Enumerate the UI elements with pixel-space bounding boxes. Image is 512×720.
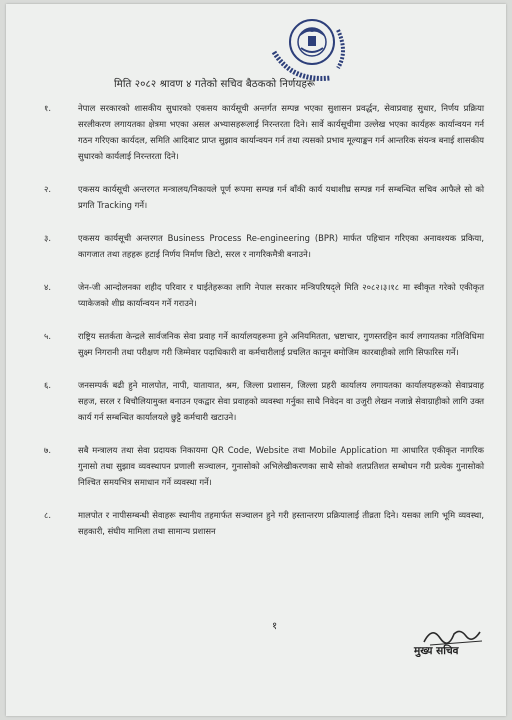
decision-text: राष्ट्रिय सतर्कता केन्द्रले सार्वजनिक सेवा प्रवाह गर्ने कार्यालयहरूमा हुने अनियमितता, भ्रष्टाचार, गुणस्तरहिन कार्य लगायतका गतिविधिमा सुक्ष्म निगरानी तथा परीक्षण गरी जिम्मेवार पदाधिकारी वा कर्मचारीलाई प्रचलित कानून बमोजिम कारबाहीको लागि सिफारिस गर्ने। (78, 331, 484, 357)
decision-number: ८. (44, 510, 52, 520)
signatory-title: मुख्य सचिव (414, 645, 459, 657)
document-page (6, 4, 506, 716)
decision-number: ४. (44, 282, 52, 292)
decision-text: एकसय कार्यसूची अन्तरगत Business Process Re-engineering (BPR) मार्फत पहिचान गरिएका अनावश्यक प्रकिया, कागजात तथा तहहरू हटाई निर्णय निर्माण छिटो, सरल र नागरिकमैत्री बनाउने। (78, 233, 484, 259)
decision-list (44, 100, 484, 556)
decision-text: नेपाल सरकारको शासकीय सुधारको एकसय कार्यसूची अन्तर्गत सम्पन्न भएका सुशासन प्रवर्द्धन, सेवाप्रवाह सुधार, निर्णय प्रक्रिया सरलीकरण लगायतका क्षेत्रमा भएका असल अभ्यासहरूलाई निरन्तरता दिने। सार्वे कार्यसूचीमा उल्लेख भएका कार्यहरू कार्यान्वयन गर्न गठन गरिएका कार्यदल, समिति आदिबाट प्राप्त सुझाव कार्यान्वयन गर्न तथा त्यसको प्रभाव मूल्याङ्कन गर्न आन्तरिक संयन्त्र बनाई शासकीय सुधारको कार्यलाई निरन्तरता दिने। (78, 103, 484, 161)
decision-text: एकसय कार्यसूची अन्तरगत मन्त्रालय/निकायले पूर्ण रूपमा सम्पन्न गर्न बाँकी कार्य यथाशीघ्र सम्पन्न गर्न सम्बन्धित सचिव आफैले सो को प्रगति Tracking गर्ने। (78, 184, 484, 210)
decision-text: जनसम्पर्क बढी हुने मालपोत, नापी, यातायात, श्रम, जिल्ला प्रशासन, जिल्ला प्रहरी कार्यालय लगायतका कार्यालयहरूको सेवाप्रवाह सहज, सरल र बिचौलियामुक्त बनाउन एकद्वार सेवा प्रवाहको व्यवस्था गर्नुका साथै निवेदन वा उजुरी लेखन नजान्ने सेवाग्राहीको लागि उक्त कार्य गर्न सम्बन्धित कार्यालयले छुट्टै कर्मचारी खटाउने। (78, 380, 484, 422)
decision-item (44, 100, 484, 164)
document-heading: मिति २०८२ श्रावण ४ गतेको सचिव बैठकको निर्णयहरू (114, 79, 315, 90)
decision-item (44, 377, 484, 425)
decision-text: जेन-जी आन्दोलनका शहीद परिवार र घाईतेहरूका लागि नेपाल सरकार मन्त्रिपरिषद्ले मिति २०८२।३।१८ मा स्वीकृत गरेको एकीकृत प्याकेजको शीघ्र कार्यान्वयन गर्ने गराउने। (78, 282, 484, 308)
decision-item (44, 230, 484, 262)
decision-number: ६. (44, 380, 52, 390)
decision-item (44, 507, 484, 539)
decision-number: ३. (44, 233, 52, 243)
decision-item (44, 279, 484, 311)
decision-text: मालपोत र नापीसम्बन्धी सेवाहरू स्थानीय तहमार्फत सञ्चालन हुने गरी हस्तान्तरण प्रक्रियालाई तीव्रता दिने। यसका लागि भूमि व्यवस्था, सहकारी, संघीय मामिला तथा सामान्य प्रशासन (78, 510, 484, 536)
decision-number: ५. (44, 331, 52, 341)
decision-item (44, 328, 484, 360)
decision-number: १. (44, 103, 52, 113)
page-number: १ (272, 621, 278, 632)
decision-number: ७. (44, 445, 52, 455)
decision-number: २. (44, 184, 52, 194)
decision-item (44, 181, 484, 213)
decision-text: सबै मन्त्रालय तथा सेवा प्रदायक निकायमा QR Code, Website तथा Mobile Application मा आधारित एकीकृत नागरिक गुनासो तथा सुझाव व्यवस्थापन प्रणाली सञ्चालन, गुनासोको अभिलेखीकरणका साथै सोको शतप्रतिशत सम्बोधन गरी प्रत्येक गुनासोको निश्चित समयभित्र समाधान गर्ने व्यवस्था गर्ने। (78, 445, 484, 487)
decision-item (44, 442, 484, 490)
